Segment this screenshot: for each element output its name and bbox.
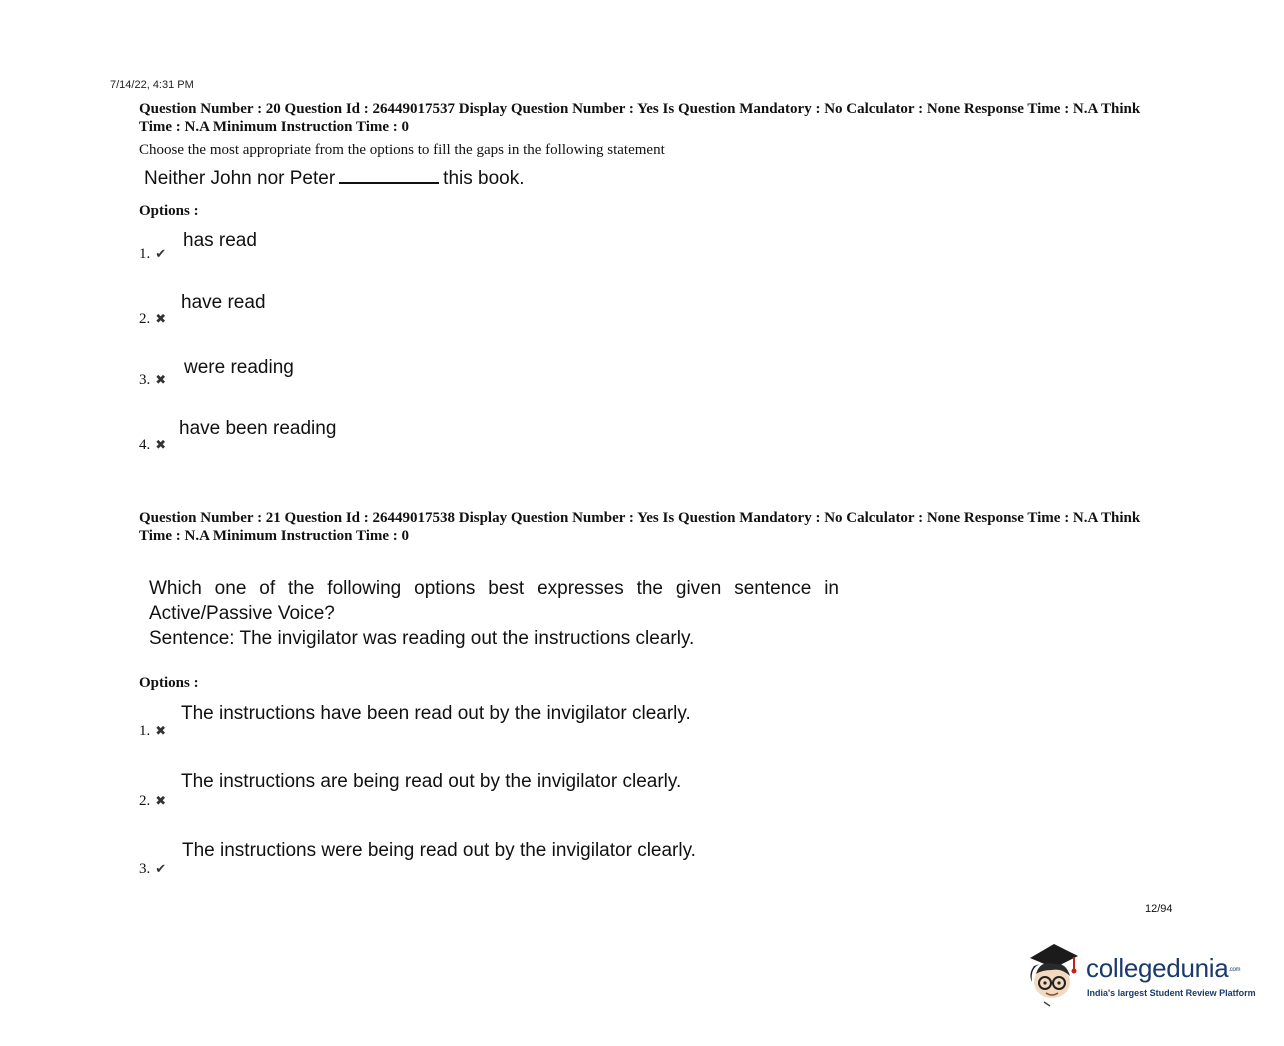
wrong-cross-icon: ✖ — [155, 438, 167, 453]
q20-option-1-number: 1. ✔ — [139, 246, 167, 262]
print-timestamp: 7/14/22, 4:31 PM — [110, 79, 194, 91]
q20-option-2-text: have read — [181, 292, 266, 313]
q20-meta: Question Number : 20 Question Id : 26449017537 Display Question Number : Yes Is Question Mandatory : No Calculator : None Response Time : N.A Think Time : N.A Minimum Instruction Time : 0 — [139, 101, 1141, 135]
q20-options-label: Options : — [139, 203, 199, 219]
q21-options-label: Options : — [139, 675, 199, 691]
q21-option-3-text: The instructions were being read out by the invigilator clearly. — [182, 840, 696, 861]
mascot-icon — [1024, 938, 1084, 1008]
q20-option-3-text: were reading — [184, 357, 294, 378]
q20-sentence — [144, 166, 525, 190]
q20-option-3-number: 3. ✖ — [139, 372, 167, 388]
q21-option-1-number: 1. ✖ — [139, 723, 167, 739]
q20-option-4-text: have been reading — [179, 418, 337, 439]
q21-question — [149, 576, 839, 651]
wrong-cross-icon: ✖ — [155, 373, 167, 388]
fill-blank — [339, 166, 439, 184]
page-number: 12/94 — [1145, 903, 1173, 915]
brand-tagline: India's largest Student Review Platform — [1087, 988, 1256, 998]
q20-sentence-end: this book. — [443, 168, 525, 189]
q20-option-1-text: has read — [183, 230, 257, 251]
q21-line-2: Active/Passive Voice? — [149, 603, 335, 624]
q20-sentence-start: Neither John nor Peter — [144, 168, 336, 189]
wrong-cross-icon: ✖ — [155, 794, 167, 809]
q21-meta: Question Number : 21 Question Id : 26449017538 Display Question Number : Yes Is Question Mandatory : No Calculator : None Response Time : N.A Think Time : N.A Minimum Instruction Time : 0 — [139, 510, 1141, 544]
q20-option-2-number: 2. ✖ — [139, 311, 167, 327]
q20-option-4-number: 4. ✖ — [139, 437, 167, 453]
correct-check-icon: ✔ — [155, 247, 167, 262]
wrong-cross-icon: ✖ — [155, 312, 167, 327]
q21-option-1-text: The instructions have been read out by the invigilator clearly. — [181, 703, 691, 724]
q20-instruction: Choose the most appropriate from the options to fill the gaps in the following statement — [139, 142, 665, 158]
brand-logo-text: collegedunia.com — [1086, 953, 1241, 983]
q21-option-3-number: 3. ✔ — [139, 861, 167, 877]
q21-option-2-number: 2. ✖ — [139, 793, 167, 809]
q21-option-2-text: The instructions are being read out by the invigilator clearly. — [181, 771, 682, 792]
q21-line-3: Sentence: The invigilator was reading out the instructions clearly. — [149, 628, 695, 649]
q21-line-1: Which one of the following options best expresses the given sentence in — [149, 578, 839, 599]
wrong-cross-icon: ✖ — [155, 724, 167, 739]
correct-check-icon: ✔ — [155, 862, 167, 877]
